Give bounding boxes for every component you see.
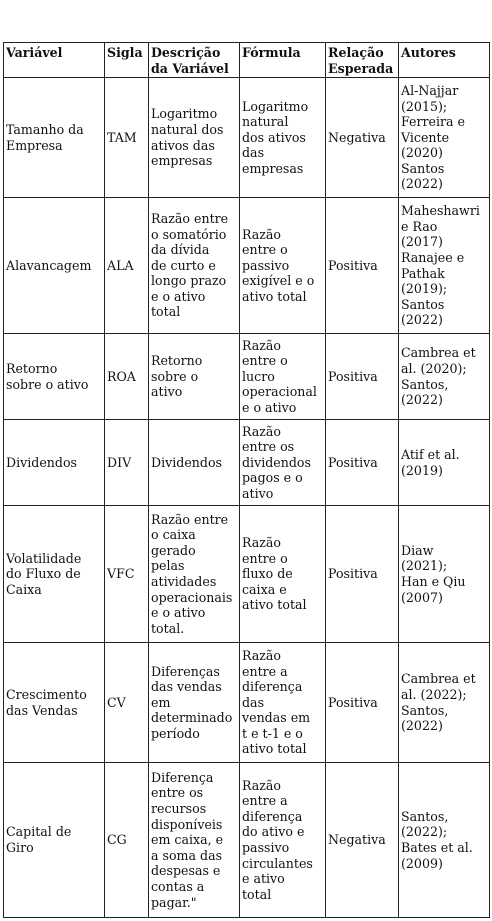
cell-line: (2022) — [401, 718, 443, 734]
cell-line: Santos — [401, 296, 445, 312]
cell-line: do Fluxo de — [6, 566, 81, 582]
cell-line: e Rao — [401, 218, 438, 234]
cell-variavel — [4, 334, 105, 420]
cell-line: Giro — [6, 840, 34, 855]
table-row — [4, 420, 490, 506]
cell-line: (2022) — [401, 176, 443, 192]
header-variavel — [4, 43, 105, 78]
cell-formula — [240, 763, 326, 918]
cell-line: ROA — [107, 368, 136, 384]
cell-line: Logaritmo — [151, 106, 218, 122]
cell-line: Positiva — [328, 454, 378, 470]
cell-descricao — [149, 506, 240, 643]
cell-descricao — [149, 420, 240, 506]
variables-table — [3, 42, 490, 918]
cell-relacao — [326, 420, 399, 506]
cell-line: (2022); — [401, 824, 448, 840]
cell-line: CV — [107, 694, 126, 710]
cell-line: exigível e o — [242, 273, 315, 289]
cell-line: sobre o — [151, 368, 199, 384]
cell-line: Razão — [242, 423, 282, 439]
cell-line: caixa e — [242, 581, 287, 597]
cell-line: operacional — [242, 384, 317, 400]
cell-autores — [399, 78, 490, 198]
cell-line: e ativo — [242, 871, 285, 887]
cell-line: entre os — [151, 785, 204, 801]
cell-line: Dividendos — [6, 454, 77, 470]
cell-line: Santos — [401, 160, 445, 176]
cell-line: Han e Qiu — [401, 574, 466, 589]
cell-sigla — [105, 334, 149, 420]
cell-autores — [399, 334, 490, 420]
cell-line: total — [242, 886, 272, 902]
header-formula — [240, 43, 326, 78]
cell-line: Cambrea et — [401, 671, 476, 687]
table-row — [4, 763, 490, 918]
cell-line: ALA — [107, 257, 134, 273]
cell-line: Razão entre — [151, 511, 229, 527]
cell-line: Razão — [242, 777, 282, 793]
table-body — [4, 78, 490, 918]
cell-line: Logaritmo — [242, 98, 309, 114]
cell-line: Diferença — [151, 769, 214, 785]
cell-line: gerado — [151, 542, 196, 558]
cell-line: Negativa — [328, 129, 386, 145]
cell-line: ativo — [242, 485, 274, 501]
cell-line: al. (2022); — [401, 686, 467, 702]
cell-line: contas a — [151, 878, 205, 894]
cell-line: entre a — [242, 793, 288, 809]
cell-line: a soma das — [151, 847, 223, 863]
cell-line: diferença — [242, 679, 303, 695]
cell-line: Al-Najjar — [401, 82, 459, 98]
cell-line: Retorno — [6, 360, 58, 376]
cell-relacao — [326, 78, 399, 198]
header-autores — [399, 43, 490, 78]
cell-sigla — [105, 506, 149, 643]
cell-line: e o ativo — [242, 399, 297, 415]
cell-line: ativo total — [242, 741, 307, 757]
cell-line: t e t-1 e o — [242, 725, 303, 741]
cell-line: do ativo e — [242, 824, 305, 840]
cell-variavel — [4, 78, 105, 198]
cell-line: total — [151, 304, 181, 320]
cell-formula — [240, 420, 326, 506]
cell-variavel — [4, 763, 105, 918]
cell-line: das vendas — [151, 679, 222, 695]
cell-descricao — [149, 763, 240, 918]
cell-line: Santos, — [401, 808, 449, 824]
cell-line: VFC — [107, 566, 135, 582]
cell-variavel — [4, 198, 105, 334]
cell-variavel — [4, 643, 105, 763]
cell-line: Cambrea et — [401, 345, 476, 361]
header-relacao — [326, 43, 399, 78]
cell-line: entre o — [242, 353, 288, 369]
cell-relacao — [326, 506, 399, 643]
cell-line: em caixa, e — [151, 832, 224, 848]
cell-line: Ferreira e — [401, 114, 466, 130]
cell-line: Diferenças — [151, 663, 220, 679]
cell-line: Capital de — [6, 824, 72, 840]
cell-line: (2015); — [401, 98, 448, 114]
table-row — [4, 198, 490, 334]
cell-line: diferença — [242, 808, 303, 824]
header-sigla — [105, 43, 149, 78]
cell-variavel — [4, 506, 105, 643]
cell-formula — [240, 78, 326, 198]
cell-line: Razão entre — [151, 210, 229, 226]
cell-line: (2020) — [401, 145, 443, 161]
cell-line: ativo total — [242, 597, 307, 613]
cell-line: Positiva — [328, 566, 378, 582]
cell-line: passivo — [242, 257, 290, 273]
cell-descricao — [149, 334, 240, 420]
cell-line: empresas — [242, 160, 304, 176]
table-row — [4, 78, 490, 198]
cell-line: natural — [242, 114, 289, 130]
cell-variavel — [4, 420, 105, 506]
cell-sigla — [105, 78, 149, 198]
cell-line: Pathak — [401, 265, 445, 281]
cell-line: Empresa — [6, 137, 63, 153]
cell-line: Positiva — [328, 257, 378, 273]
cell-line: recursos — [151, 801, 207, 817]
cell-formula — [240, 506, 326, 643]
cell-line: longo prazo — [151, 273, 227, 289]
table-row — [4, 334, 490, 420]
cell-line: atividades — [151, 574, 217, 589]
cell-line: das — [242, 694, 265, 710]
cell-relacao — [326, 763, 399, 918]
cell-line: ativo total — [242, 288, 307, 304]
header-line: da Variável — [151, 60, 229, 76]
cell-descricao — [149, 643, 240, 763]
cell-line: passivo — [242, 840, 290, 855]
header-line: Variável — [6, 45, 63, 60]
cell-line: disponíveis — [151, 816, 223, 832]
cell-line: em — [151, 694, 171, 710]
cell-line: vendas em — [242, 710, 311, 726]
cell-line: entre o — [242, 242, 288, 258]
cell-line: Retorno — [151, 353, 203, 369]
header-line: Autores — [401, 45, 456, 60]
cell-sigla — [105, 763, 149, 918]
cell-line: DIV — [107, 454, 132, 470]
header-line: Descrição — [151, 45, 221, 60]
cell-line: Maheshawri — [401, 203, 480, 219]
cell-line: dividendos — [242, 454, 311, 470]
cell-line: Santos, — [401, 376, 449, 392]
cell-sigla — [105, 420, 149, 506]
cell-autores — [399, 643, 490, 763]
cell-autores — [399, 506, 490, 643]
cell-line: e o ativo — [151, 605, 206, 621]
cell-line: (2022) — [401, 392, 443, 408]
cell-line: Razão — [242, 226, 282, 242]
cell-line: entre o — [242, 550, 288, 566]
header-line: Fórmula — [242, 45, 301, 60]
cell-line: Positiva — [328, 694, 378, 710]
table-row — [4, 643, 490, 763]
cell-formula — [240, 198, 326, 334]
cell-line: (2007) — [401, 589, 443, 605]
cell-line: determinado — [151, 710, 233, 726]
cell-line: Dividendos — [151, 454, 222, 470]
cell-line: TAM — [107, 129, 137, 145]
cell-line: Crescimento — [6, 686, 87, 702]
cell-relacao — [326, 643, 399, 763]
cell-line: fluxo de — [242, 566, 293, 582]
cell-sigla — [105, 643, 149, 763]
cell-descricao — [149, 198, 240, 334]
cell-line: Diaw — [401, 542, 434, 558]
cell-line: ativos das — [151, 137, 215, 153]
cell-line: CG — [107, 832, 127, 848]
cell-formula — [240, 334, 326, 420]
cell-line: sobre o ativo — [6, 376, 89, 392]
cell-line: (2017) — [401, 234, 443, 250]
cell-line: circulantes — [242, 855, 313, 871]
header-line: Esperada — [328, 60, 394, 76]
cell-line: al. (2020); — [401, 360, 467, 376]
cell-line: Vicente — [401, 129, 450, 145]
cell-line: entre a — [242, 663, 288, 679]
cell-line: total. — [151, 620, 185, 636]
cell-line: (2019); — [401, 281, 448, 297]
cell-line: Ranajee e — [401, 249, 465, 265]
cell-relacao — [326, 198, 399, 334]
cell-line: despesas e — [151, 863, 221, 879]
cell-line: Atif et al. — [401, 446, 460, 462]
header-line: Sigla — [107, 45, 143, 60]
cell-line: Negativa — [328, 832, 386, 848]
cell-line: operacionais — [151, 589, 233, 605]
cell-autores — [399, 420, 490, 506]
cell-line: entre os — [242, 439, 295, 455]
cell-line: e o ativo — [151, 288, 206, 304]
cell-line: Alavancagem — [6, 257, 92, 273]
cell-sigla — [105, 198, 149, 334]
cell-line: dos ativos — [242, 129, 306, 145]
cell-line: Caixa — [6, 581, 42, 597]
cell-line: empresas — [151, 153, 213, 169]
cell-formula — [240, 643, 326, 763]
cell-line: pelas — [151, 558, 185, 574]
cell-line: Tamanho da — [6, 121, 84, 137]
cell-line: Positiva — [328, 368, 378, 384]
cell-line: pagar." — [151, 894, 197, 910]
cell-line: o caixa — [151, 527, 196, 543]
table-row — [4, 506, 490, 643]
cell-line: (2019) — [401, 462, 443, 478]
cell-line: (2009) — [401, 855, 443, 871]
cell-line: Razão — [242, 647, 282, 663]
cell-line: lucro — [242, 368, 275, 384]
cell-descricao — [149, 78, 240, 198]
cell-line: pagos e o — [242, 470, 303, 486]
cell-line: Razão — [242, 337, 282, 353]
cell-relacao — [326, 334, 399, 420]
cell-line: Santos, — [401, 702, 449, 718]
cell-line: das — [242, 145, 265, 161]
table-header-row — [4, 43, 490, 78]
header-descricao — [149, 43, 240, 78]
cell-line: (2022) — [401, 312, 443, 328]
cell-autores — [399, 198, 490, 334]
cell-line: das Vendas — [6, 702, 78, 718]
cell-line: natural dos — [151, 121, 224, 137]
cell-line: Bates et al. — [401, 840, 473, 855]
cell-line: de curto e — [151, 257, 216, 273]
cell-line: ativo — [151, 384, 183, 400]
cell-line: da dívida — [151, 242, 210, 258]
cell-line: (2021); — [401, 558, 448, 574]
cell-line: o somatório — [151, 226, 227, 242]
header-line: Relação — [328, 45, 384, 60]
cell-line: Razão — [242, 535, 282, 551]
cell-line: período — [151, 725, 200, 741]
cell-line: Volatilidade — [6, 550, 82, 566]
cell-autores — [399, 763, 490, 918]
